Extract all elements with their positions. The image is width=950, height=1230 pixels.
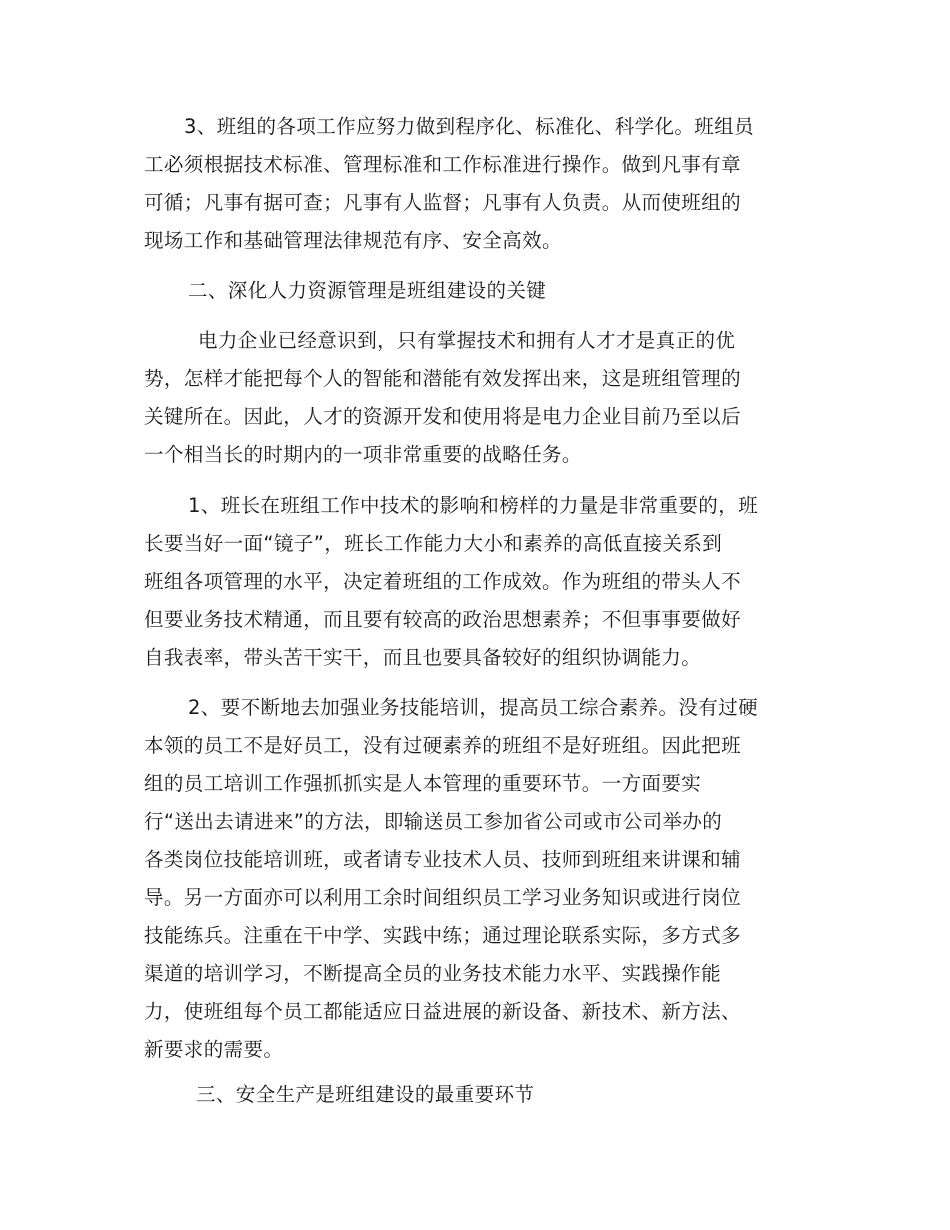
paragraph-training (144, 689, 808, 1069)
paragraph-standardization (144, 108, 808, 260)
heading-text: 三、安全生产是班组建设的最重要环节 (196, 1083, 535, 1106)
text-line: 本领的员工不是好员工，没有过硬素养的班组不是好班组。因此把班 (144, 734, 742, 757)
text-line: 组的员工培训工作强抓抓实是人本管理的重要环节。一方面要实 (144, 772, 702, 795)
section-heading-3 (144, 1076, 808, 1114)
text-line: 新要求的需要。 (144, 1038, 284, 1061)
text-line: 渠道的培训学习，不断提高全员的业务技术能力水平、实践操作能 (144, 962, 722, 985)
text-line: 1、班长在班组工作中技术的影响和榜样的力量是非常重要的，班 (188, 494, 759, 517)
section-heading-2 (144, 272, 808, 310)
text-line: 电力企业已经意识到，只有掌握技术和拥有人才才是真正的优 (198, 329, 736, 352)
text-line: 工必须根据技术标准、管理标准和工作标准进行操作。做到凡事有章 (144, 153, 742, 176)
text-line: 一个相当长的时期内的一项非常重要的战略任务。 (144, 443, 582, 466)
text-line: 2、要不断地去加强业务技能培训，提高员工综合素养。没有过硬 (188, 696, 759, 719)
text-line: 自我表率，带头苦干实干，而且也要具备较好的组织协调能力。 (144, 646, 702, 669)
text-line: 各类岗位技能培训班，或者请专业技术人员、技师到班组来讲课和辅 (144, 848, 742, 871)
text-line: 现场工作和基础管理法律规范有序、安全高效。 (144, 229, 562, 252)
paragraph-talent (144, 322, 808, 474)
text-line: 力，使班组每个员工都能适应日益进展的新设备、新技术、新方法、 (144, 1000, 742, 1023)
text-line: 但要业务技术精通，而且要有较高的政治思想素养；不但事事要做好 (144, 608, 742, 631)
heading-text: 二、深化人力资源管理是班组建设的关键 (188, 279, 547, 302)
text-line: 导。另一方面亦可以利用工余时间组织员工学习业务知识或进行岗位 (144, 886, 742, 909)
paragraph-team-leader (144, 487, 808, 677)
text-line: 可循；凡事有据可查；凡事有人监督；凡事有人负责。从而使班组的 (144, 191, 742, 214)
text-line: 关键所在。因此，人才的资源开发和使用将是电力企业目前乃至以后 (144, 405, 742, 428)
text-line: 行“送出去请进来”的方法，即输送员工参加省公司或市公司举办的 (144, 810, 723, 833)
text-line: 班组各项管理的水平，决定着班组的工作成效。作为班组的带头人不 (144, 570, 742, 593)
text-line: 长要当好一面“镜子”，班长工作能力大小和素养的高低直接关系到 (144, 532, 723, 555)
text-line: 技能练兵。注重在干中学、实践中练；通过理论联系实际，多方式多 (144, 924, 742, 947)
text-line: 3、班组的各项工作应努力做到程序化、标准化、科学化。班组员 (184, 115, 755, 138)
text-line: 势，怎样才能把每个人的智能和潜能有效发挥出来，这是班组管理的 (144, 367, 742, 390)
